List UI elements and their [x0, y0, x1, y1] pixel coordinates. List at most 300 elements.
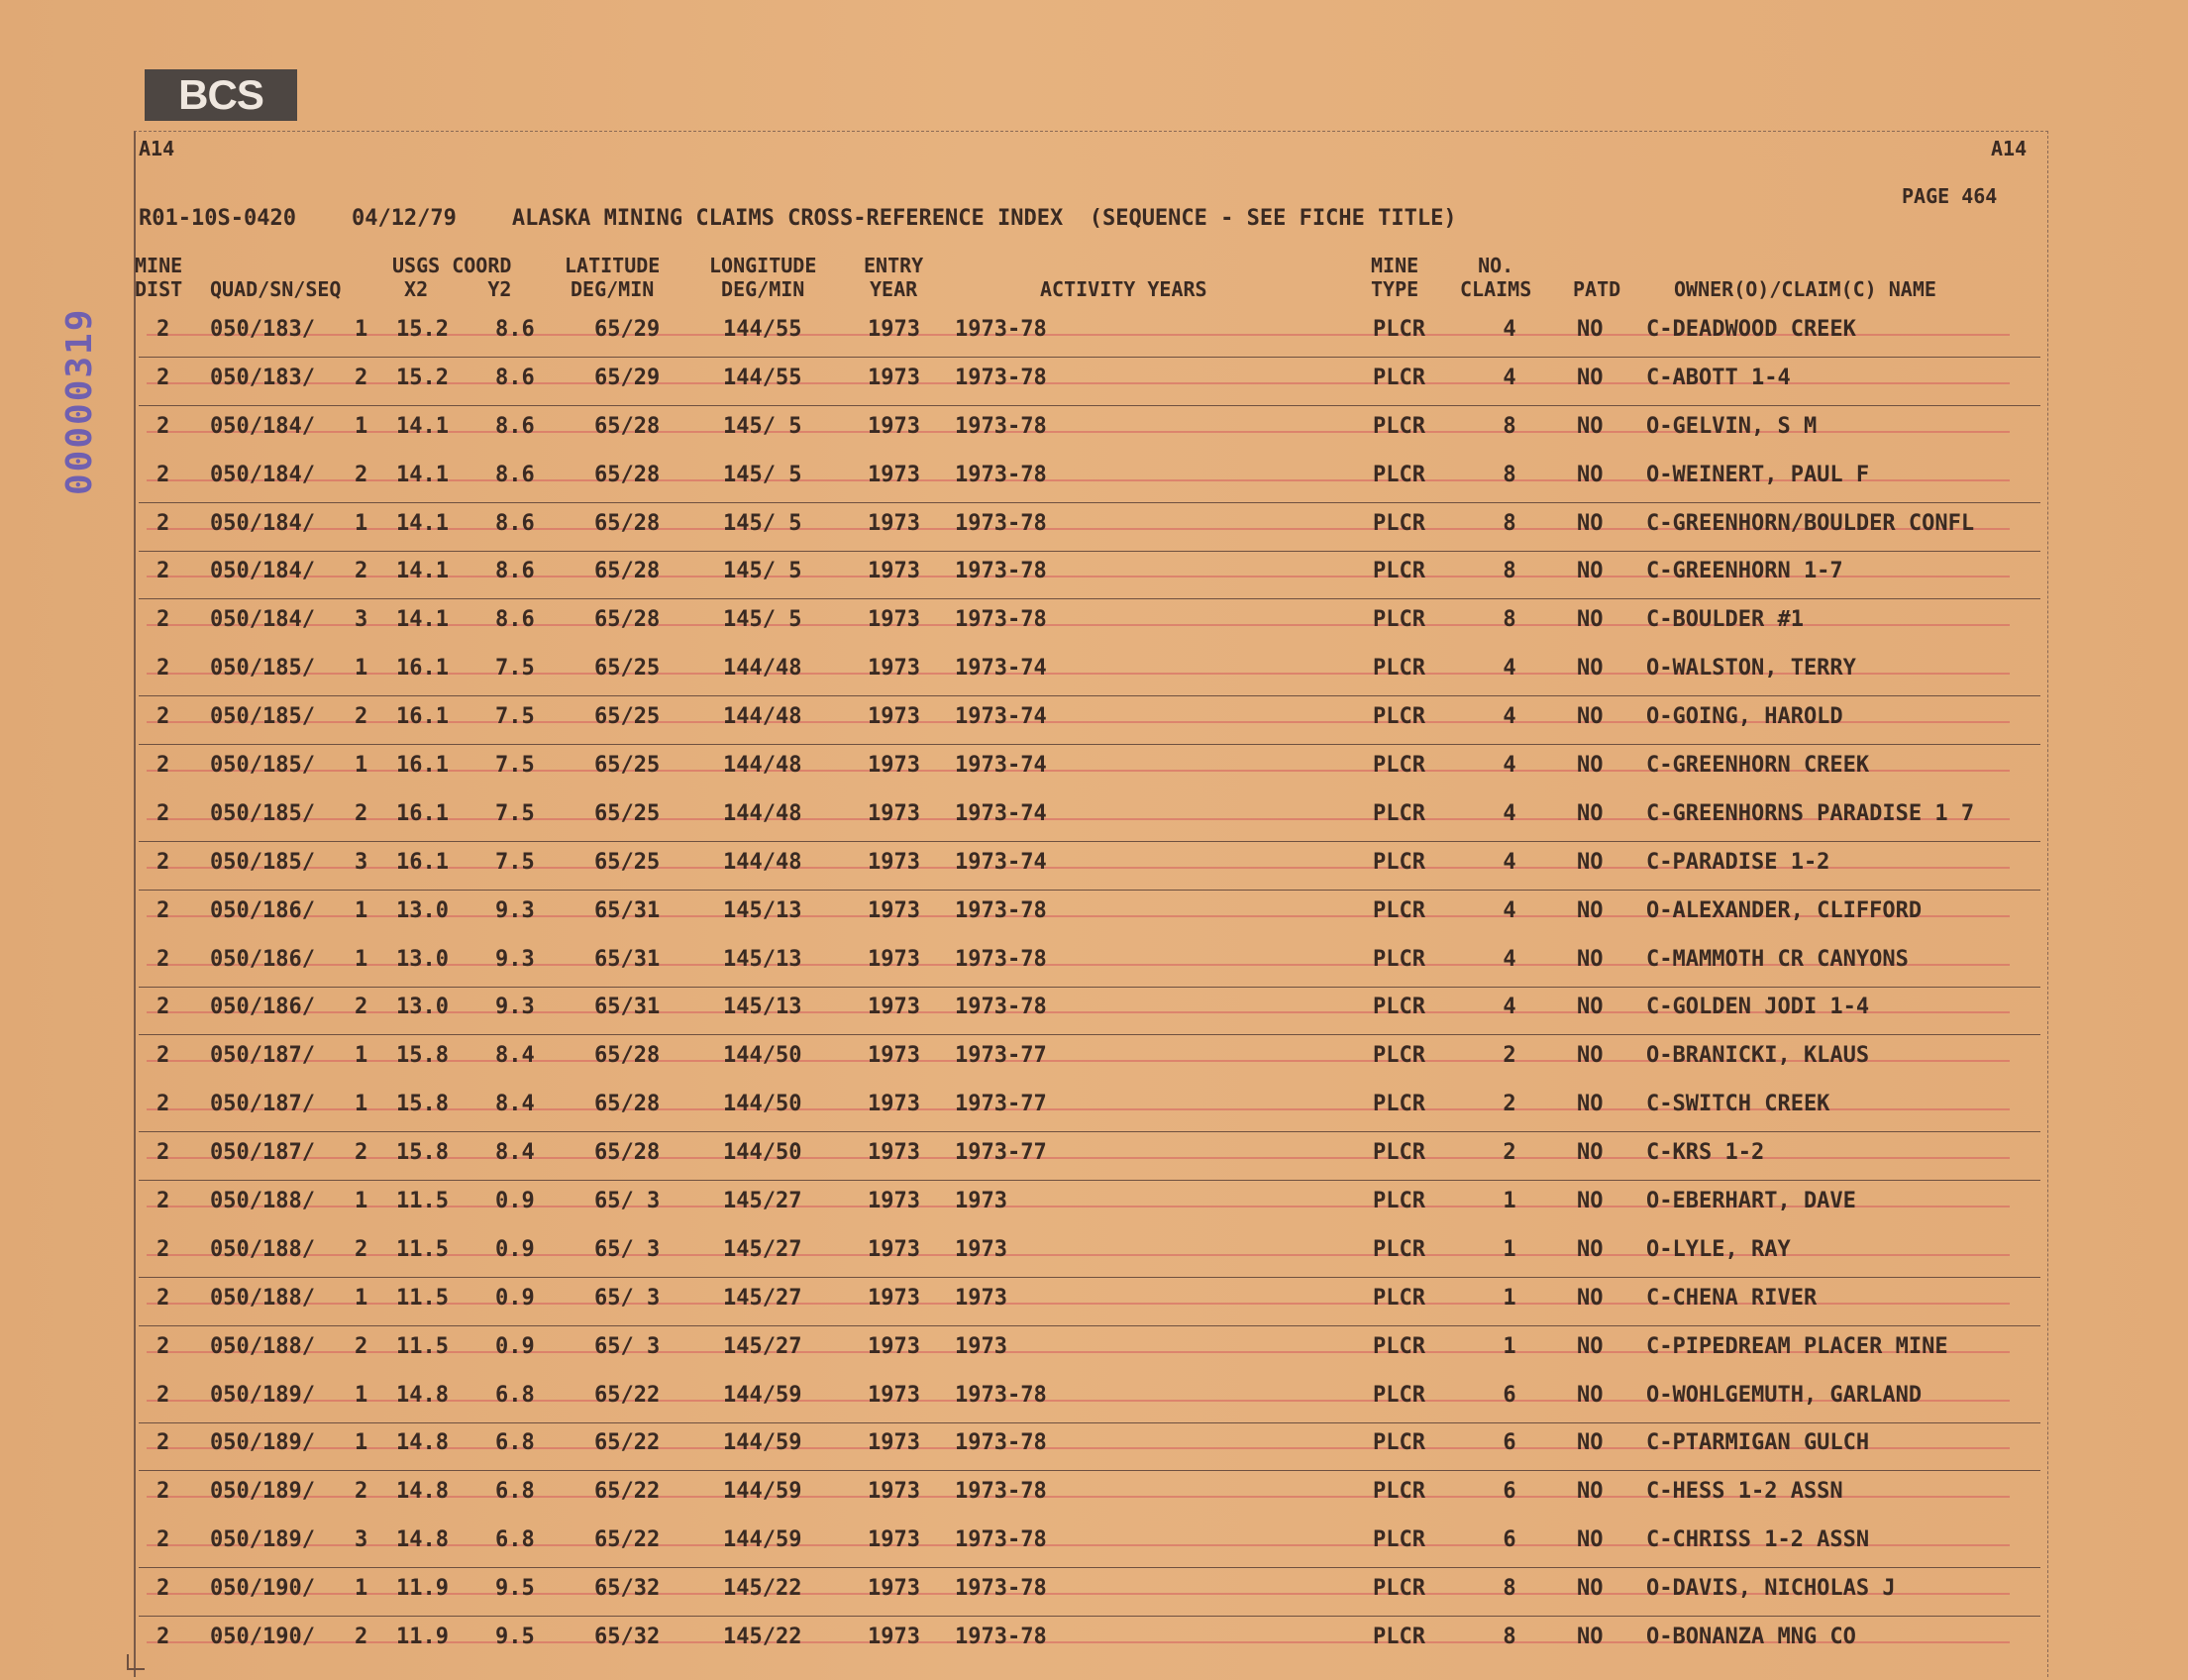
longitude: 145/ 5	[723, 607, 802, 633]
patented: NO	[1577, 317, 1604, 342]
longitude: 145/27	[723, 1333, 802, 1359]
mine-dist: 2	[156, 753, 170, 779]
mine-type: PLCR	[1373, 897, 1425, 923]
activity-years: 1973-78	[955, 897, 1047, 923]
mine-dist: 2	[156, 1576, 170, 1602]
owner-claim-name: O-BONANZA MNG CO	[1646, 1625, 1856, 1650]
coord-y2: 9.5	[495, 1625, 535, 1650]
mine-dist: 2	[156, 1479, 170, 1505]
longitude: 144/48	[723, 849, 802, 875]
latitude: 65/22	[594, 1527, 661, 1553]
entry-year: 1973	[868, 1382, 920, 1408]
mine-type: PLCR	[1373, 656, 1425, 682]
owner-claim-name: O-WALSTON, TERRY	[1646, 656, 1856, 682]
latitude: 65/29	[594, 365, 661, 390]
quad-sn: 050/186/	[210, 995, 315, 1020]
patented: NO	[1577, 897, 1604, 923]
mine-dist: 2	[156, 1285, 170, 1311]
quad-sn: 050/188/	[210, 1333, 315, 1359]
mine-type: PLCR	[1373, 704, 1425, 730]
mine-type: PLCR	[1373, 365, 1425, 390]
coord-x2: 16.1	[396, 704, 449, 730]
table-row	[0, 511, 2188, 560]
longitude: 144/50	[723, 1140, 802, 1166]
owner-claim-name: C-ABOTT 1-4	[1646, 365, 1791, 390]
entry-year: 1973	[868, 317, 920, 342]
mine-dist: 2	[156, 365, 170, 390]
owner-claim-name: O-GELVIN, S M	[1646, 413, 1818, 439]
seq-number: 1	[355, 946, 368, 972]
owner-claim-name: O-EBERHART, DAVE	[1646, 1189, 1856, 1214]
coord-x2: 11.5	[396, 1189, 449, 1214]
activity-years: 1973-74	[955, 800, 1047, 826]
claim-count: 6	[1503, 1527, 1516, 1553]
coord-x2: 14.1	[396, 607, 449, 633]
page-number: PAGE 464	[1902, 184, 1998, 208]
mine-dist: 2	[156, 1382, 170, 1408]
patented: NO	[1577, 753, 1604, 779]
owner-claim-name: O-GOING, HAROLD	[1646, 704, 1843, 730]
claim-count: 4	[1503, 995, 1516, 1020]
quad-sn: 050/186/	[210, 946, 315, 972]
table-row	[0, 1189, 2188, 1237]
latitude: 65/32	[594, 1625, 661, 1650]
seq-number: 2	[355, 1479, 368, 1505]
entry-year: 1973	[868, 849, 920, 875]
mine-dist: 2	[156, 656, 170, 682]
coord-y2: 6.8	[495, 1527, 535, 1553]
claim-count: 4	[1503, 365, 1516, 390]
seq-number: 1	[355, 1043, 368, 1069]
mine-type: PLCR	[1373, 849, 1425, 875]
claim-count: 1	[1503, 1189, 1516, 1214]
patented: NO	[1577, 704, 1604, 730]
owner-claim-name: C-MAMMOTH CR CANYONS	[1646, 946, 1909, 972]
owner-claim-name: C-GREENHORN/BOULDER CONFL	[1646, 510, 1975, 536]
longitude: 145/27	[723, 1189, 802, 1214]
entry-year: 1973	[868, 1285, 920, 1311]
activity-years: 1973-78	[955, 995, 1047, 1020]
activity-years: 1973	[955, 1285, 1007, 1311]
mine-type: PLCR	[1373, 317, 1425, 342]
patented: NO	[1577, 800, 1604, 826]
patented: NO	[1577, 1576, 1604, 1602]
table-row	[0, 995, 2188, 1043]
activity-years: 1973-78	[955, 1430, 1047, 1456]
table-row	[0, 898, 2188, 947]
longitude: 144/48	[723, 656, 802, 682]
owner-claim-name: O-DAVIS, NICHOLAS J	[1646, 1576, 1896, 1602]
mine-type: PLCR	[1373, 1285, 1425, 1311]
coord-x2: 14.8	[396, 1479, 449, 1505]
activity-years: 1973-78	[955, 1382, 1047, 1408]
activity-years: 1973	[955, 1333, 1007, 1359]
quad-sn: 050/184/	[210, 413, 315, 439]
table-row	[0, 1092, 2188, 1140]
activity-years: 1973-74	[955, 849, 1047, 875]
entry-year: 1973	[868, 1576, 920, 1602]
coord-y2: 9.3	[495, 995, 535, 1020]
longitude: 145/27	[723, 1285, 802, 1311]
coord-x2: 11.9	[396, 1625, 449, 1650]
latitude: 65/25	[594, 753, 661, 779]
activity-years: 1973-78	[955, 607, 1047, 633]
table-row	[0, 317, 2188, 366]
entry-year: 1973	[868, 946, 920, 972]
activity-years: 1973-74	[955, 753, 1047, 779]
seq-number: 3	[355, 1527, 368, 1553]
patented: NO	[1577, 1285, 1604, 1311]
latitude: 65/28	[594, 413, 661, 439]
coord-x2: 11.5	[396, 1236, 449, 1262]
table-row	[0, 1286, 2188, 1334]
mine-type: PLCR	[1373, 413, 1425, 439]
mine-dist: 2	[156, 317, 170, 342]
latitude: 65/31	[594, 946, 661, 972]
claim-count: 4	[1503, 656, 1516, 682]
quad-sn: 050/185/	[210, 800, 315, 826]
seq-number: 1	[355, 510, 368, 536]
patented: NO	[1577, 1043, 1604, 1069]
claim-count: 8	[1503, 462, 1516, 487]
claim-count: 6	[1503, 1430, 1516, 1456]
activity-years: 1973-78	[955, 1527, 1047, 1553]
entry-year: 1973	[868, 1236, 920, 1262]
latitude: 65/22	[594, 1430, 661, 1456]
coord-x2: 14.8	[396, 1382, 449, 1408]
mine-type: PLCR	[1373, 1333, 1425, 1359]
quad-sn: 050/189/	[210, 1382, 315, 1408]
patented: NO	[1577, 1140, 1604, 1166]
quad-sn: 050/189/	[210, 1527, 315, 1553]
patented: NO	[1577, 1430, 1604, 1456]
activity-years: 1973-78	[955, 462, 1047, 487]
mine-type: PLCR	[1373, 1092, 1425, 1117]
mine-dist: 2	[156, 1625, 170, 1650]
longitude: 145/ 5	[723, 462, 802, 487]
owner-claim-name: C-KRS 1-2	[1646, 1140, 1765, 1166]
mine-dist: 2	[156, 800, 170, 826]
activity-years: 1973-74	[955, 656, 1047, 682]
activity-years: 1973-78	[955, 1576, 1047, 1602]
entry-year: 1973	[868, 1043, 920, 1069]
claim-count: 8	[1503, 607, 1516, 633]
coord-y2: 7.5	[495, 656, 535, 682]
seq-number: 1	[355, 1576, 368, 1602]
owner-claim-name: O-WEINERT, PAUL F	[1646, 462, 1870, 487]
longitude: 144/59	[723, 1527, 802, 1553]
claim-count: 4	[1503, 897, 1516, 923]
seq-number: 1	[355, 753, 368, 779]
patented: NO	[1577, 1527, 1604, 1553]
longitude: 144/50	[723, 1092, 802, 1117]
report-date: 04/12/79	[351, 206, 457, 231]
mine-dist: 2	[156, 704, 170, 730]
patented: NO	[1577, 559, 1604, 584]
table-row	[0, 1334, 2188, 1383]
longitude: 144/55	[723, 365, 802, 390]
quad-sn: 050/185/	[210, 849, 315, 875]
coord-y2: 8.6	[495, 510, 535, 536]
mine-dist: 2	[156, 1333, 170, 1359]
entry-year: 1973	[868, 413, 920, 439]
coord-x2: 13.0	[396, 946, 449, 972]
mine-type: PLCR	[1373, 1236, 1425, 1262]
seq-number: 1	[355, 656, 368, 682]
corner-label-left: A14	[139, 137, 175, 160]
mine-type: PLCR	[1373, 946, 1425, 972]
mine-dist: 2	[156, 1043, 170, 1069]
patented: NO	[1577, 1382, 1604, 1408]
entry-year: 1973	[868, 1140, 920, 1166]
patented: NO	[1577, 607, 1604, 633]
latitude: 65/ 3	[594, 1189, 661, 1214]
mine-dist: 2	[156, 946, 170, 972]
coord-y2: 8.4	[495, 1043, 535, 1069]
owner-claim-name: C-PARADISE 1-2	[1646, 849, 1830, 875]
latitude: 65/25	[594, 704, 661, 730]
col-head-owner: OWNER(O)/CLAIM(C) NAME	[1674, 277, 1936, 301]
longitude: 144/48	[723, 753, 802, 779]
table-row	[0, 753, 2188, 801]
quad-sn: 050/185/	[210, 704, 315, 730]
seq-number: 2	[355, 1236, 368, 1262]
owner-claim-name: O-BRANICKI, KLAUS	[1646, 1043, 1870, 1069]
seq-number: 2	[355, 995, 368, 1020]
mine-type: PLCR	[1373, 1430, 1425, 1456]
longitude: 145/ 5	[723, 413, 802, 439]
activity-years: 1973-78	[955, 510, 1047, 536]
bcs-logo: BCS	[145, 69, 297, 121]
table-row	[0, 559, 2188, 607]
quad-sn: 050/184/	[210, 607, 315, 633]
coord-y2: 0.9	[495, 1236, 535, 1262]
mine-type: PLCR	[1373, 995, 1425, 1020]
quad-sn: 050/188/	[210, 1189, 315, 1214]
coord-x2: 14.8	[396, 1430, 449, 1456]
owner-claim-name: O-LYLE, RAY	[1646, 1236, 1791, 1262]
patented: NO	[1577, 1236, 1604, 1262]
activity-years: 1973-78	[955, 1479, 1047, 1505]
coord-y2: 6.8	[495, 1479, 535, 1505]
claim-count: 6	[1503, 1382, 1516, 1408]
owner-claim-name: C-PTARMIGAN GULCH	[1646, 1430, 1870, 1456]
seq-number: 2	[355, 559, 368, 584]
coord-y2: 8.4	[495, 1140, 535, 1166]
quad-sn: 050/183/	[210, 317, 315, 342]
activity-years: 1973-77	[955, 1043, 1047, 1069]
coord-y2: 7.5	[495, 849, 535, 875]
claims-table	[0, 317, 2188, 1673]
longitude: 144/59	[723, 1430, 802, 1456]
quad-sn: 050/189/	[210, 1430, 315, 1456]
table-row	[0, 1043, 2188, 1092]
claim-count: 4	[1503, 946, 1516, 972]
activity-years: 1973-78	[955, 365, 1047, 390]
longitude: 144/59	[723, 1479, 802, 1505]
coord-y2: 6.8	[495, 1430, 535, 1456]
quad-sn: 050/190/	[210, 1576, 315, 1602]
coord-y2: 8.6	[495, 462, 535, 487]
latitude: 65/22	[594, 1479, 661, 1505]
coord-x2: 15.2	[396, 365, 449, 390]
entry-year: 1973	[868, 1430, 920, 1456]
seq-number: 2	[355, 704, 368, 730]
coord-y2: 0.9	[495, 1333, 535, 1359]
coord-y2: 8.6	[495, 317, 535, 342]
crop-mark	[127, 1654, 145, 1670]
claim-count: 8	[1503, 510, 1516, 536]
coord-x2: 15.8	[396, 1140, 449, 1166]
patented: NO	[1577, 1189, 1604, 1214]
coord-y2: 7.5	[495, 753, 535, 779]
claim-count: 4	[1503, 753, 1516, 779]
mine-type: PLCR	[1373, 753, 1425, 779]
longitude: 144/48	[723, 800, 802, 826]
seq-number: 3	[355, 607, 368, 633]
seq-number: 1	[355, 1189, 368, 1214]
owner-claim-name: C-GREENHORN 1-7	[1646, 559, 1843, 584]
coord-x2: 13.0	[396, 897, 449, 923]
owner-claim-name: C-CHRISS 1-2 ASSN	[1646, 1527, 1870, 1553]
owner-claim-name: C-GREENHORNS PARADISE 1 7	[1646, 800, 1975, 826]
entry-year: 1973	[868, 1333, 920, 1359]
coord-x2: 15.8	[396, 1092, 449, 1117]
claim-count: 8	[1503, 413, 1516, 439]
quad-sn: 050/188/	[210, 1236, 315, 1262]
seq-number: 2	[355, 1140, 368, 1166]
activity-years: 1973-78	[955, 413, 1047, 439]
table-row	[0, 1479, 2188, 1527]
seq-number: 1	[355, 897, 368, 923]
entry-year: 1973	[868, 995, 920, 1020]
entry-year: 1973	[868, 510, 920, 536]
quad-sn: 050/184/	[210, 559, 315, 584]
report-header	[139, 206, 1512, 231]
longitude: 145/27	[723, 1236, 802, 1262]
col-head-dist: MINE DIST	[135, 254, 183, 301]
corner-label-right: A14	[1991, 137, 2028, 160]
seq-number: 1	[355, 1285, 368, 1311]
claim-count: 4	[1503, 704, 1516, 730]
owner-claim-name: O-ALEXANDER, CLIFFORD	[1646, 897, 1923, 923]
patented: NO	[1577, 510, 1604, 536]
coord-y2: 6.8	[495, 1382, 535, 1408]
col-head-claims: NO. CLAIMS	[1460, 254, 1532, 301]
mine-type: PLCR	[1373, 1043, 1425, 1069]
mine-type: PLCR	[1373, 559, 1425, 584]
latitude: 65/25	[594, 849, 661, 875]
seq-number: 2	[355, 365, 368, 390]
mine-dist: 2	[156, 849, 170, 875]
seq-number: 3	[355, 849, 368, 875]
mine-dist: 2	[156, 995, 170, 1020]
patented: NO	[1577, 413, 1604, 439]
latitude: 65/28	[594, 1140, 661, 1166]
col-head-type: MINE TYPE	[1371, 254, 1419, 301]
owner-claim-name: C-DEADWOOD CREEK	[1646, 317, 1856, 342]
quad-sn: 050/187/	[210, 1092, 315, 1117]
patented: NO	[1577, 462, 1604, 487]
owner-claim-name: C-BOULDER #1	[1646, 607, 1804, 633]
mine-type: PLCR	[1373, 1527, 1425, 1553]
latitude: 65/ 3	[594, 1236, 661, 1262]
longitude: 145/22	[723, 1576, 802, 1602]
coord-y2: 8.6	[495, 365, 535, 390]
table-row	[0, 366, 2188, 414]
claim-count: 1	[1503, 1236, 1516, 1262]
longitude: 144/55	[723, 317, 802, 342]
mine-type: PLCR	[1373, 1140, 1425, 1166]
coord-x2: 14.1	[396, 510, 449, 536]
claim-count: 2	[1503, 1043, 1516, 1069]
claim-count: 8	[1503, 1576, 1516, 1602]
quad-sn: 050/183/	[210, 365, 315, 390]
quad-sn: 050/184/	[210, 510, 315, 536]
longitude: 145/13	[723, 995, 802, 1020]
latitude: 65/28	[594, 607, 661, 633]
col-head-lon: LONGITUDE DEG/MIN	[709, 254, 817, 301]
quad-sn: 050/187/	[210, 1043, 315, 1069]
mine-type: PLCR	[1373, 1576, 1425, 1602]
claim-count: 2	[1503, 1140, 1516, 1166]
coord-x2: 14.1	[396, 413, 449, 439]
table-row	[0, 1527, 2188, 1576]
activity-years: 1973-77	[955, 1092, 1047, 1117]
table-row	[0, 801, 2188, 850]
quad-sn: 050/186/	[210, 897, 315, 923]
table-row	[0, 1140, 2188, 1189]
seq-number: 1	[355, 317, 368, 342]
entry-year: 1973	[868, 365, 920, 390]
coord-y2: 8.4	[495, 1092, 535, 1117]
quad-sn: 050/190/	[210, 1625, 315, 1650]
coord-x2: 14.8	[396, 1527, 449, 1553]
mine-dist: 2	[156, 1140, 170, 1166]
quad-sn: 050/185/	[210, 753, 315, 779]
mine-dist: 2	[156, 559, 170, 584]
coord-y2: 8.6	[495, 559, 535, 584]
coord-x2: 15.2	[396, 317, 449, 342]
longitude: 144/48	[723, 704, 802, 730]
longitude: 145/ 5	[723, 510, 802, 536]
table-row	[0, 947, 2188, 996]
owner-claim-name: C-HESS 1-2 ASSN	[1646, 1479, 1843, 1505]
entry-year: 1973	[868, 462, 920, 487]
activity-years: 1973-77	[955, 1140, 1047, 1166]
entry-year: 1973	[868, 1189, 920, 1214]
quad-sn: 050/188/	[210, 1285, 315, 1311]
seq-number: 1	[355, 1092, 368, 1117]
coord-y2: 7.5	[495, 704, 535, 730]
mine-dist: 2	[156, 1189, 170, 1214]
quad-sn: 050/185/	[210, 656, 315, 682]
mine-dist: 2	[156, 462, 170, 487]
claim-count: 6	[1503, 1479, 1516, 1505]
table-row	[0, 1237, 2188, 1286]
seq-number: 2	[355, 1333, 368, 1359]
table-row	[0, 1576, 2188, 1625]
entry-year: 1973	[868, 1527, 920, 1553]
longitude: 145/ 5	[723, 559, 802, 584]
coord-y2: 8.6	[495, 607, 535, 633]
col-head-quad: QUAD/SN/SEQ	[210, 277, 342, 301]
latitude: 65/32	[594, 1576, 661, 1602]
longitude: 145/13	[723, 946, 802, 972]
claim-count: 8	[1503, 1625, 1516, 1650]
coord-x2: 16.1	[396, 849, 449, 875]
mine-type: PLCR	[1373, 1189, 1425, 1214]
